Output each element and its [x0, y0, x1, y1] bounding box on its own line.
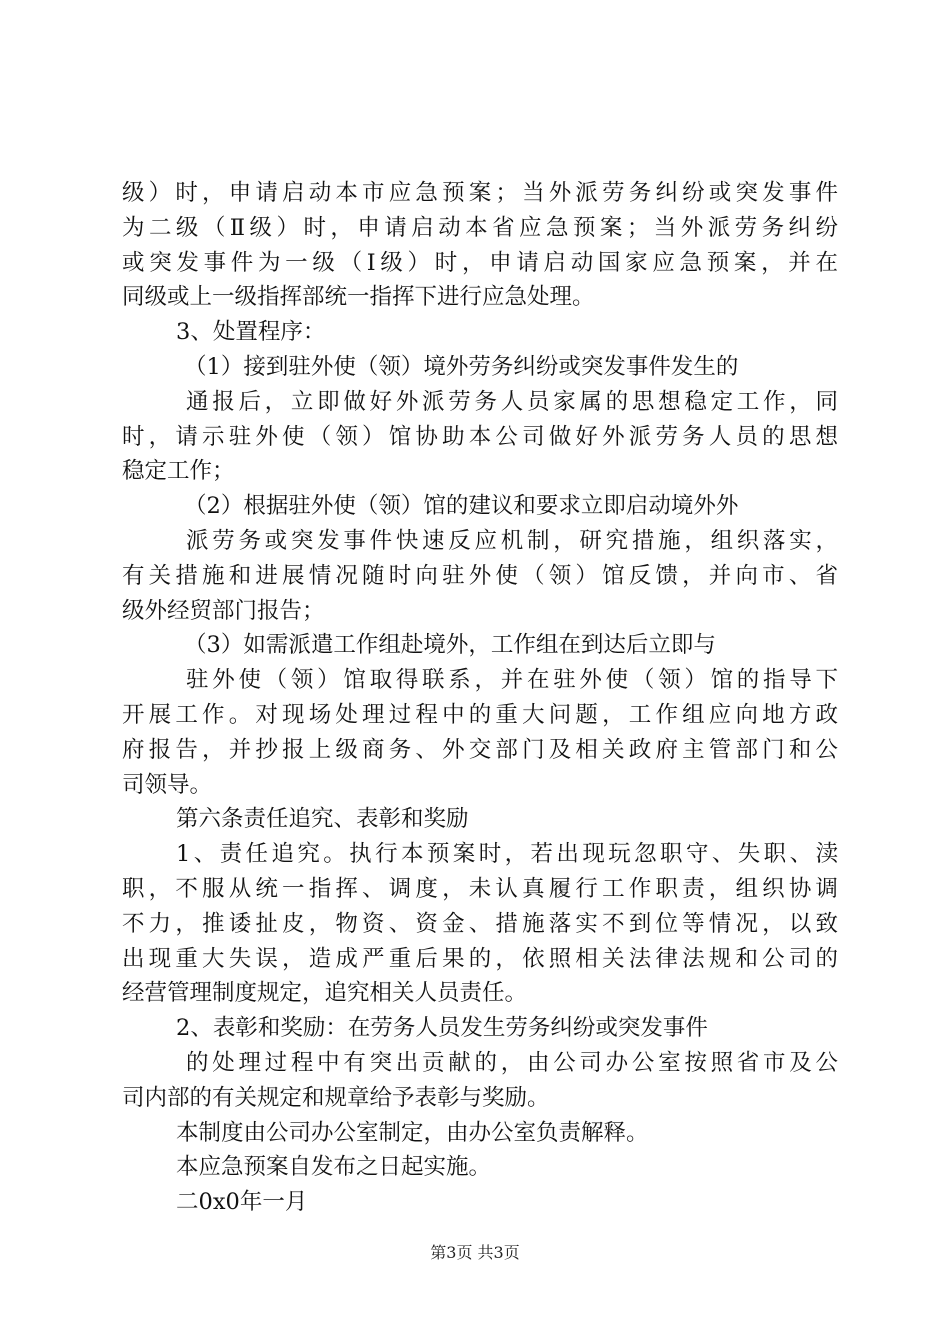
- text-line: 时，请示驻外使（领）馆协助本公司做好外派劳务人员的思想: [122, 423, 838, 450]
- text-line: 本应急预案自发布之日起实施。: [176, 1154, 492, 1181]
- section-heading: 3、处置程序：: [176, 319, 326, 346]
- document-body: [122, 176, 838, 1220]
- page-number-footer: 第3页 共3页: [430, 1243, 520, 1262]
- text-line: 为二级（Ⅱ级）时，申请启动本省应急预案；当外派劳务纠纷: [122, 214, 838, 241]
- text-line: 司内部的有关规定和规章给予表彰与奖励。: [122, 1084, 550, 1111]
- text-line: 开展工作。对现场处理过程中的重大问题，工作组应向地方政: [122, 701, 838, 728]
- text-line: 级外经贸部门报告；: [122, 597, 325, 624]
- document-date: 二0x0年一月: [176, 1189, 308, 1216]
- text-line: 级）时，申请启动本市应急预案；当外派劳务纠纷或突发事件: [122, 180, 838, 206]
- text-line: 或突发事件为一级（Ⅰ级）时，申请启动国家应急预案，并在: [122, 249, 838, 276]
- text-line: 本制度由公司办公室制定，由办公室负责解释。: [176, 1119, 649, 1146]
- text-line: 出现重大失误，造成严重后果的，依照相关法律法规和公司的: [122, 945, 838, 972]
- text-line: 不力，推诿扯皮，物资、资金、措施落实不到位等情况，以致: [122, 910, 838, 937]
- text-line: 的处理过程中有突出贡献的，由公司办公室按照省市及公: [186, 1049, 838, 1076]
- text-line: （2）根据驻外使（领）馆的建议和要求立即启动境外外: [184, 493, 739, 520]
- text-line: 有关措施和进展情况随时向驻外使（领）馆反馈，并向市、省: [122, 562, 838, 589]
- text-line: （3）如需派遣工作组赴境外，工作组在到达后立即与: [184, 632, 716, 659]
- text-line: 驻外使（领）馆取得联系，并在驻外使（领）馆的指导下: [186, 667, 838, 694]
- text-line: 经营管理制度规定，追究相关人员责任。: [122, 980, 528, 1007]
- text-line: 同级或上一级指挥部统一指挥下进行应急处理。: [122, 284, 595, 311]
- text-line: 稳定工作；: [122, 458, 235, 485]
- text-line: 派劳务或突发事件快速反应机制，研究措施，组织落实，: [186, 527, 838, 554]
- text-line: 司领导。: [122, 771, 213, 798]
- text-line: 职，不服从统一指挥、调度，未认真履行工作职责，组织协调: [122, 875, 838, 902]
- section-heading: 第六条责任追究、表彰和奖励: [176, 806, 469, 833]
- text-line: 通报后，立即做好外派劳务人员家属的思想稳定工作，同: [186, 388, 838, 415]
- text-line: （1）接到驻外使（领）境外劳务纠纷或突发事件发生的: [184, 353, 739, 380]
- text-line: 2、表彰和奖励：在劳务人员发生劳务纠纷或突发事件: [176, 1015, 708, 1042]
- text-line: 府报告，并抄报上级商务、外交部门及相关政府主管部门和公: [122, 736, 838, 763]
- text-line: 1、责任追究。执行本预案时，若出现玩忽职守、失职、渎: [176, 841, 838, 868]
